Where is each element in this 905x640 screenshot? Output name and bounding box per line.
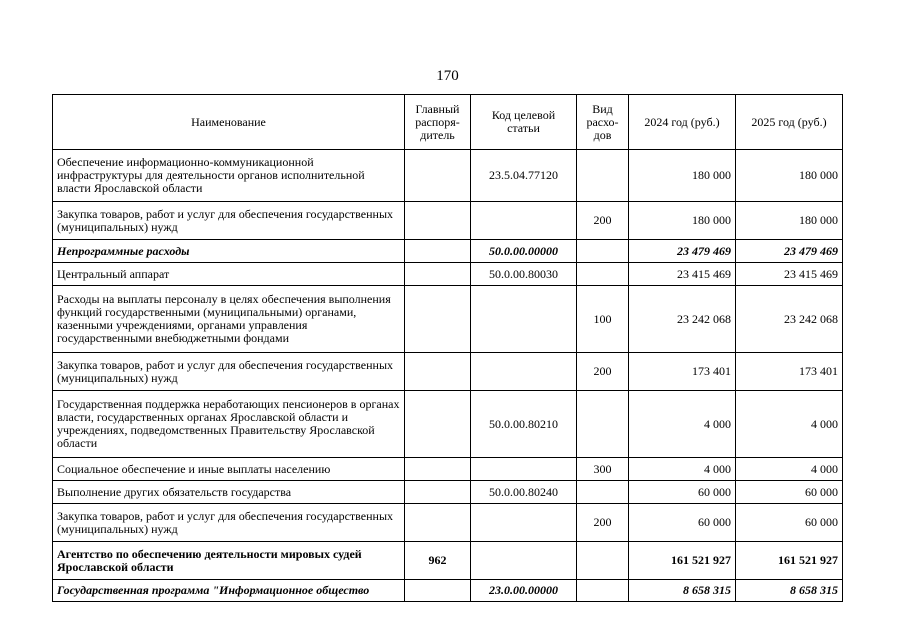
page-number: 170 <box>436 68 459 84</box>
row-admin <box>405 391 471 458</box>
row-2025: 8 658 315 <box>736 580 843 602</box>
row-code: 50.0.00.80210 <box>471 391 577 458</box>
row-type <box>577 150 629 202</box>
row-code: 50.0.00.00000 <box>471 240 577 263</box>
row-code <box>471 286 577 353</box>
table-row <box>53 542 843 580</box>
row-code <box>471 458 577 481</box>
row-type <box>577 580 629 602</box>
header-2024: 2024 год (руб.) <box>629 95 736 150</box>
row-name: Государственная программа "Информационное общество <box>53 580 405 602</box>
row-code: 50.0.00.80240 <box>471 481 577 504</box>
row-name: Непрограммные расходы <box>53 240 405 263</box>
header-type: Вид расхо-дов <box>577 95 629 150</box>
row-type <box>577 481 629 504</box>
table-row <box>53 391 843 458</box>
row-name: Агентство по обеспечению деятельности мировых судей Ярославской области <box>53 542 405 580</box>
row-2024: 4 000 <box>629 391 736 458</box>
row-2024: 8 658 315 <box>629 580 736 602</box>
budget-table <box>52 94 843 602</box>
table-row <box>53 458 843 481</box>
row-type <box>577 391 629 458</box>
table-row <box>53 504 843 542</box>
row-code: 23.5.04.77120 <box>471 150 577 202</box>
row-admin <box>405 150 471 202</box>
row-2024: 173 401 <box>629 353 736 391</box>
header-name: Наименование <box>53 95 405 150</box>
row-2024: 60 000 <box>629 504 736 542</box>
row-name: Социальное обеспечение и иные выплаты населению <box>53 458 405 481</box>
row-name: Закупка товаров, работ и услуг для обеспечения государственных (муниципальных) нужд <box>53 202 405 240</box>
row-2025: 60 000 <box>736 504 843 542</box>
row-admin <box>405 580 471 602</box>
row-name: Закупка товаров, работ и услуг для обеспечения государственных (муниципальных) нужд <box>53 504 405 542</box>
table-row <box>53 150 843 202</box>
row-2024: 4 000 <box>629 458 736 481</box>
table-row <box>53 481 843 504</box>
row-2025: 161 521 927 <box>736 542 843 580</box>
row-2025: 60 000 <box>736 481 843 504</box>
row-2025: 4 000 <box>736 391 843 458</box>
row-type <box>577 240 629 263</box>
row-name: Государственная поддержка неработающих пенсионеров в органах власти, государственных органах Ярославской области и учреждениях, подведомственных Правительству Ярославской области <box>53 391 405 458</box>
row-code <box>471 542 577 580</box>
row-code <box>471 504 577 542</box>
row-2025: 23 479 469 <box>736 240 843 263</box>
row-type <box>577 263 629 286</box>
table-row <box>53 286 843 353</box>
row-2025: 173 401 <box>736 353 843 391</box>
row-2024: 23 242 068 <box>629 286 736 353</box>
row-name: Выполнение других обязательств государства <box>53 481 405 504</box>
row-2024: 23 479 469 <box>629 240 736 263</box>
row-type: 200 <box>577 353 629 391</box>
row-2024: 23 415 469 <box>629 263 736 286</box>
row-admin <box>405 286 471 353</box>
row-name: Центральный аппарат <box>53 263 405 286</box>
row-admin <box>405 458 471 481</box>
row-name: Закупка товаров, работ и услуг для обеспечения государственных (муниципальных) нужд <box>53 353 405 391</box>
row-type: 200 <box>577 202 629 240</box>
row-type: 300 <box>577 458 629 481</box>
row-type: 100 <box>577 286 629 353</box>
row-2025: 23 242 068 <box>736 286 843 353</box>
row-2025: 180 000 <box>736 202 843 240</box>
row-admin <box>405 263 471 286</box>
row-2025: 23 415 469 <box>736 263 843 286</box>
row-type <box>577 542 629 580</box>
row-admin: 962 <box>405 542 471 580</box>
table-header-row <box>53 95 843 150</box>
row-admin <box>405 240 471 263</box>
table-row <box>53 353 843 391</box>
table-row <box>53 202 843 240</box>
row-admin <box>405 504 471 542</box>
row-2024: 180 000 <box>629 202 736 240</box>
header-code: Код целевой статьи <box>471 95 577 150</box>
row-2025: 180 000 <box>736 150 843 202</box>
row-2024: 180 000 <box>629 150 736 202</box>
table-row <box>53 240 843 263</box>
table-row <box>53 263 843 286</box>
row-code: 23.0.00.00000 <box>471 580 577 602</box>
table-row <box>53 580 843 602</box>
row-2024: 60 000 <box>629 481 736 504</box>
row-admin <box>405 353 471 391</box>
row-name: Обеспечение информационно-коммуникационной инфраструктуры для деятельности органов исполнительной власти Ярославской области <box>53 150 405 202</box>
row-2025: 4 000 <box>736 458 843 481</box>
header-admin: Главный распоря-дитель <box>405 95 471 150</box>
row-name: Расходы на выплаты персоналу в целях обеспечения выполнения функций государственными (муниципальными) органами, казенными учреждениями, органами управления государственными внебюджетными фондами <box>53 286 405 353</box>
row-code <box>471 202 577 240</box>
row-admin <box>405 202 471 240</box>
row-admin <box>405 481 471 504</box>
header-2025: 2025 год (руб.) <box>736 95 843 150</box>
row-2024: 161 521 927 <box>629 542 736 580</box>
row-code <box>471 353 577 391</box>
row-code: 50.0.00.80030 <box>471 263 577 286</box>
row-type: 200 <box>577 504 629 542</box>
